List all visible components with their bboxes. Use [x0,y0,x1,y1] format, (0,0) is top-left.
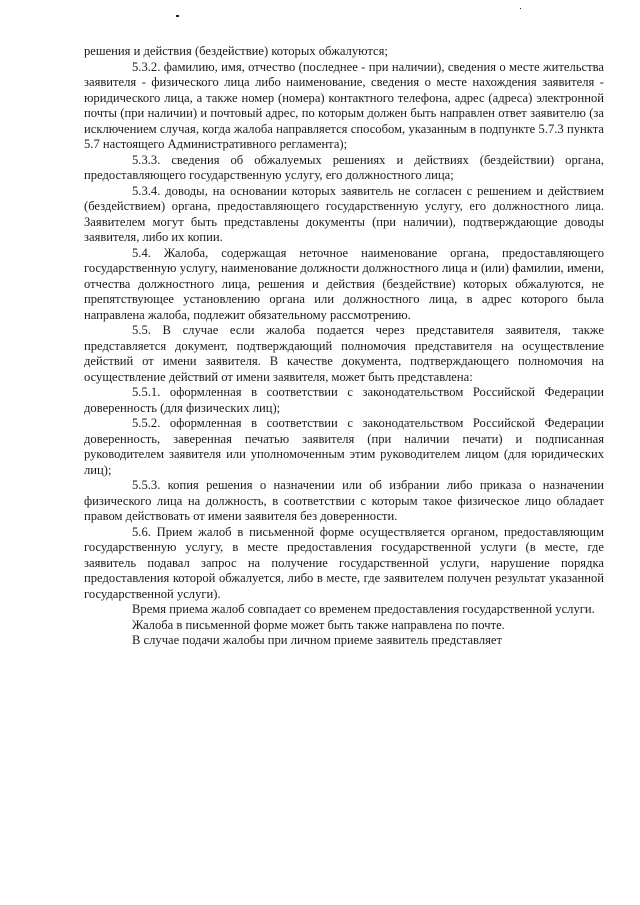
paragraph: 5.5.1. оформленная в соответствии с законодательством Российской Федерации доверенность (для физических лиц); [84,385,604,415]
paragraph: 5.5.3. копия решения о назначении или об избрании либо приказа о назначении физического лица на должность, в соответствии с которым такое физическое лицо обладает правом действовать от имени заявителя без доверенности. [84,478,604,523]
scan-mark [176,15,179,17]
paragraph: решения и действия (бездействие) которых обжалуются; [84,44,388,58]
paragraph: 5.4. Жалоба, содержащая неточное наименование органа, предоставляющего государственную услугу, наименование должности должностного лица и (или) фамилии, имени, отчества должностного лица, решения и действия (бездействие) которых обжалуются, не препятствующее установлению органа или должностного лица, в адрес которого была направлена жалоба, подлежит обязательному рассмотрению. [84,245,604,322]
paragraph: 5.5.2. оформленная в соответствии с законодательством Российской Федерации доверенность, заверенная печатью заявителя (при наличии печати) и подписанная руководителем заявителя или уполномоченным этим руководителем лицом (для юридических лиц); [84,416,604,477]
paragraph: В случае подачи жалобы при личном приеме заявитель представляет [132,633,503,647]
paragraph: Жалоба в письменной форме может быть также направлена по почте. [132,617,505,632]
paragraph: Время приема жалоб совпадает со временем предоставления государственной услуги. [132,602,595,616]
document-page [84,44,604,649]
paragraph: 5.6. Прием жалоб в письменной форме осуществляется органом, предоставляющим государственную услугу, в месте предоставления государственной услуги (в месте, где заявитель подавал запрос на получение государственной услуги, нарушение порядка предоставления которой обжалуется, либо в месте, где заявителем получен результат указанной государственной услуги). [84,524,604,601]
scan-speck [520,8,521,9]
paragraph: 5.3.3. сведения об обжалуемых решениях и действиях (бездействии) органа, предоставляющего государственную услугу, его должностного лица; [84,152,604,182]
paragraph: 5.3.4. доводы, на основании которых заявитель не согласен с решением и действием (бездействием) органа, предоставляющего государственную услугу, его должностного лица. Заявителем могут быть представлены документы (при наличии), подтверждающие доводы заявителя, либо их копии. [84,183,604,244]
paragraph: 5.3.2. фамилию, имя, отчество (последнее - при наличии), сведения о месте жительства заявителя - физического лица либо наименование, сведения о месте нахождения заявителя - юридического лица, а также номер (номера) контактного телефона, адрес (адреса) электронной почты (при наличии) и почтовый адрес, по которым должен быть направлен ответ заявителю (за исключением случая, когда жалоба направляется способом, указанным в подпункте 5.7.3 пункта 5.7 настоящего Административного регламента); [84,59,604,151]
paragraph: 5.5. В случае если жалоба подается через представителя заявителя, также представляется документ, подтверждающий полномочия представителя на осуществление действий от имени заявителя. В качестве документа, подтверждающего полномочия на осуществление действий от имени заявителя, может быть представлена: [84,323,604,384]
